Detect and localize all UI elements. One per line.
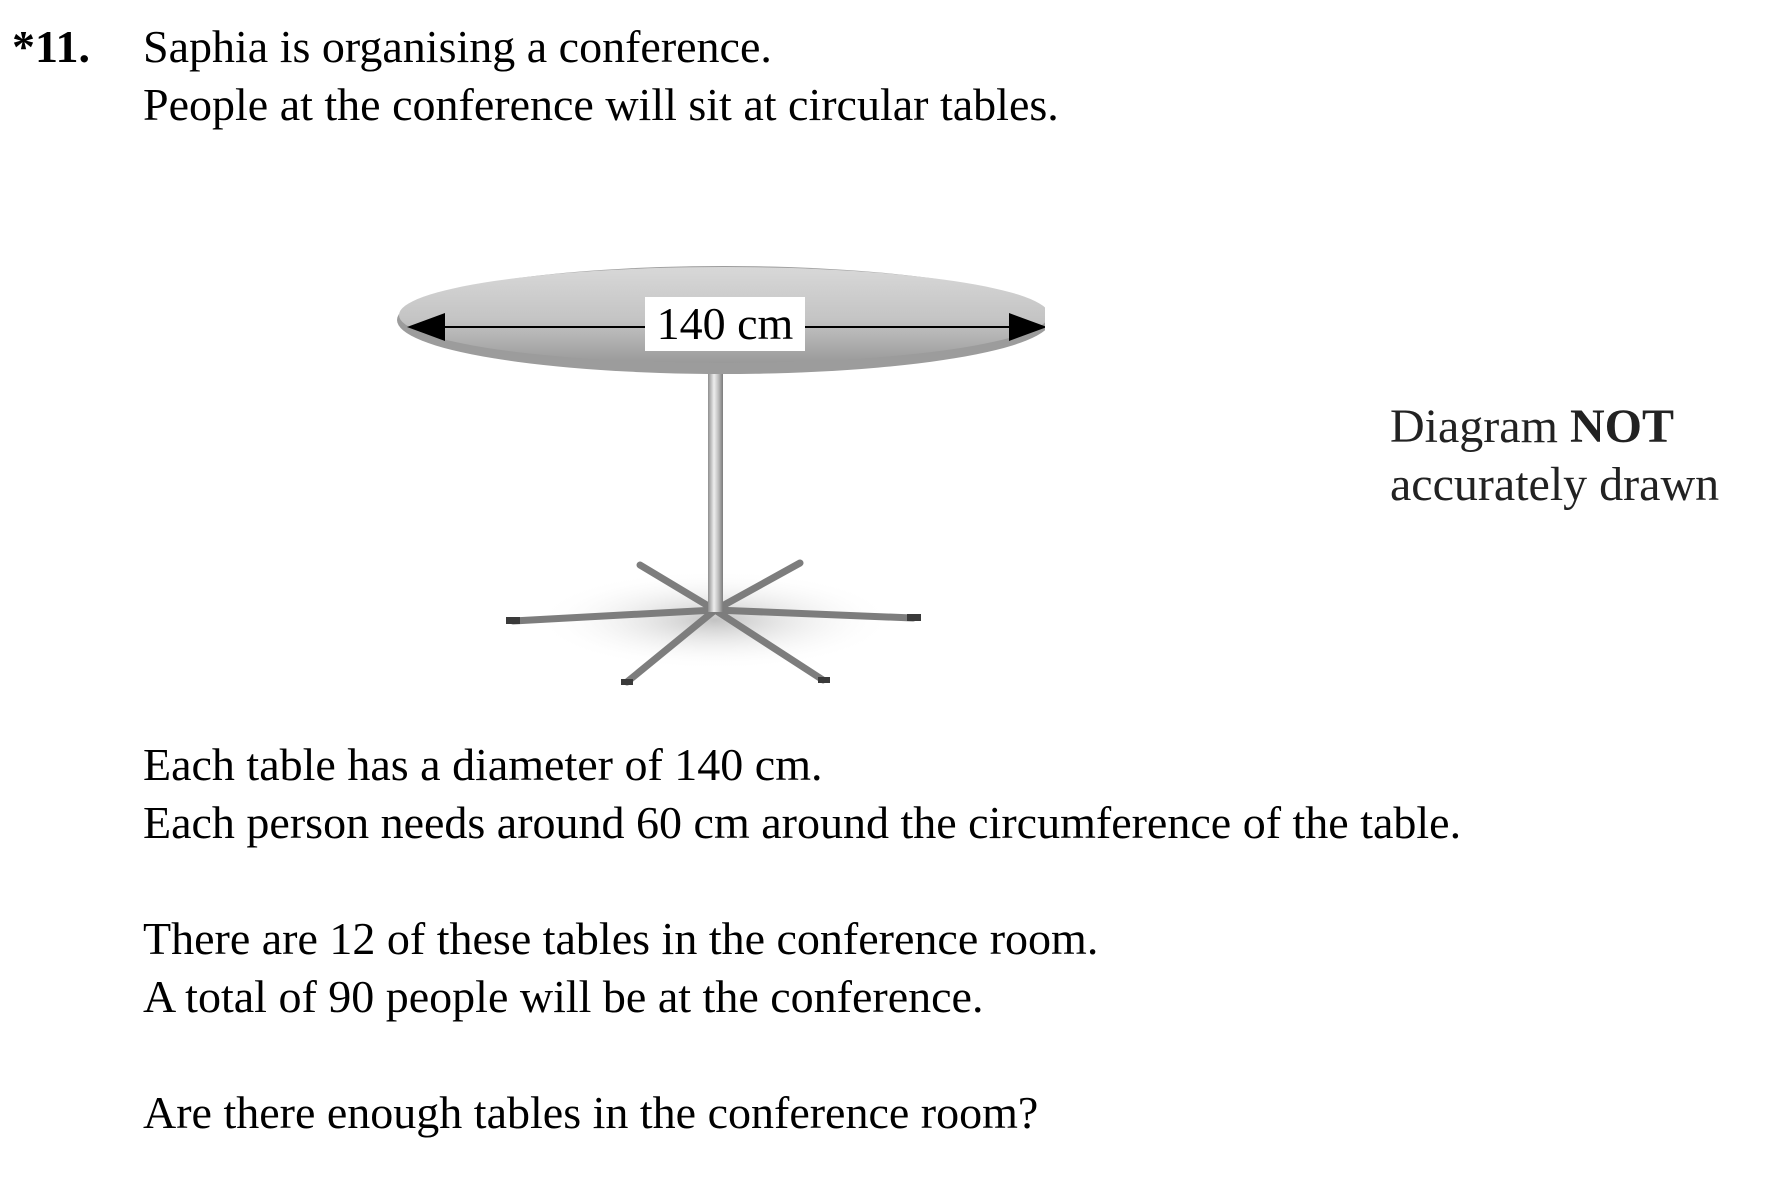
table-diagram bbox=[395, 265, 1045, 695]
diagram-note-line-2: accurately drawn bbox=[1390, 458, 1720, 511]
intro-line-1: Saphia is organising a conference. bbox=[143, 21, 772, 72]
diagram-note-emphasis: NOT bbox=[1569, 400, 1674, 453]
diagram-note bbox=[1390, 398, 1719, 514]
intro-line-2: People at the conference will sit at circular tables. bbox=[143, 79, 1059, 130]
diameter-label: 140 cm bbox=[645, 297, 805, 351]
info-line-1: Each table has a diameter of 140 cm. bbox=[143, 739, 823, 790]
info-line-2: Each person needs around 60 cm around the circumference of the table. bbox=[143, 797, 1462, 848]
info-line-3: There are 12 of these tables in the conference room. bbox=[143, 913, 1099, 964]
question-number: *11. bbox=[12, 21, 90, 72]
diagram-note-prefix: Diagram bbox=[1390, 400, 1570, 453]
info-line-4: A total of 90 people will be at the conference. bbox=[143, 971, 984, 1022]
question-prompt: Are there enough tables in the conference room? bbox=[143, 1087, 1039, 1138]
diagram-note-line-1 bbox=[1390, 398, 1719, 456]
